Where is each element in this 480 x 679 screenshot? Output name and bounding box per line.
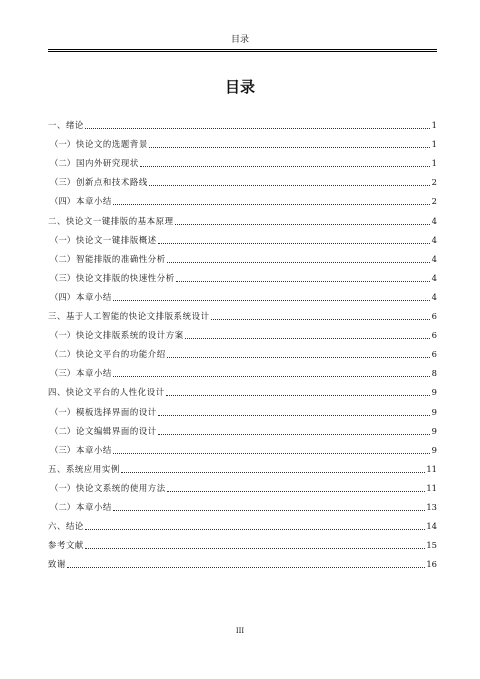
toc-entry-text: 快论文系统的使用方法 bbox=[76, 482, 166, 493]
toc-entry-number: （二） bbox=[50, 349, 76, 360]
toc-entry-page: 6 bbox=[431, 330, 437, 341]
toc-entry-text: 快论文一键排版概述 bbox=[76, 234, 157, 245]
running-header: 目录 bbox=[230, 35, 249, 45]
toc-entry[interactable] bbox=[48, 150, 437, 169]
header-rule bbox=[48, 49, 437, 52]
toc-entry-number: （三） bbox=[50, 368, 76, 379]
dot-leader bbox=[167, 262, 430, 263]
toc-entry-number: （三） bbox=[50, 444, 76, 455]
toc-entry-page: 9 bbox=[431, 406, 437, 417]
toc-entry[interactable] bbox=[48, 112, 437, 131]
toc-entry-label bbox=[48, 292, 112, 303]
toc-entry[interactable] bbox=[48, 532, 437, 551]
toc-entry-page: 11 bbox=[426, 463, 437, 474]
toc-entry-number: （一） bbox=[50, 482, 76, 493]
toc-entry-text: 四、快论文平台的人性化设计 bbox=[48, 387, 165, 398]
toc-entry[interactable] bbox=[48, 207, 437, 226]
dot-leader bbox=[85, 128, 430, 129]
toc-entry-number: （一） bbox=[50, 406, 76, 417]
toc-entry-text: 快论文平台的功能介绍 bbox=[76, 349, 166, 360]
toc-entry-page: 4 bbox=[431, 272, 437, 283]
toc-entry-label bbox=[48, 216, 174, 227]
dot-leader bbox=[149, 147, 430, 148]
toc-entry-text: 致谢 bbox=[48, 559, 66, 570]
toc-list bbox=[48, 112, 437, 570]
toc-entry-page: 13 bbox=[426, 501, 437, 512]
dot-leader bbox=[185, 338, 430, 339]
toc-entry-page: 9 bbox=[431, 444, 437, 455]
toc-entry[interactable] bbox=[48, 456, 437, 475]
toc-entry-number: （三） bbox=[50, 177, 76, 188]
toc-entry[interactable] bbox=[48, 551, 437, 570]
toc-entry-label bbox=[48, 540, 84, 551]
dot-leader bbox=[85, 529, 425, 530]
toc-entry-page: 11 bbox=[426, 482, 437, 493]
toc-entry[interactable] bbox=[48, 341, 437, 360]
toc-entry-label bbox=[48, 483, 166, 494]
toc-entry-number: （二） bbox=[50, 253, 76, 264]
dot-leader bbox=[175, 224, 430, 225]
toc-entry[interactable] bbox=[48, 437, 437, 456]
toc-entry-text: 本章小结 bbox=[76, 196, 112, 207]
toc-entry-text: 二、快论文一键排版的基本原理 bbox=[48, 215, 174, 226]
toc-entry-text: 论文编辑界面的设计 bbox=[76, 425, 157, 436]
toc-entry-page: 2 bbox=[431, 196, 437, 207]
toc-entry-label bbox=[48, 311, 210, 322]
dot-leader bbox=[113, 453, 430, 454]
toc-entry-text: 智能排版的准确性分析 bbox=[76, 253, 166, 264]
toc-entry[interactable] bbox=[48, 379, 437, 398]
toc-entry-text: 国内外研究现状 bbox=[76, 158, 139, 169]
toc-entry-label bbox=[48, 407, 157, 418]
toc-entry[interactable] bbox=[48, 227, 437, 246]
toc-title: 目录 bbox=[224, 78, 255, 96]
toc-entry-page: 4 bbox=[431, 234, 437, 245]
toc-entry-label bbox=[48, 120, 84, 131]
toc-entry-label bbox=[48, 158, 139, 169]
toc-entry-text: 本章小结 bbox=[76, 444, 112, 455]
toc-entry-text: 模板选择界面的设计 bbox=[76, 406, 157, 417]
toc-entry[interactable] bbox=[48, 169, 437, 188]
dot-leader bbox=[140, 166, 430, 167]
toc-entry-text: 快论文排版的快速性分析 bbox=[76, 272, 175, 283]
toc-entry-page: 4 bbox=[431, 291, 437, 302]
toc-entry-page: 15 bbox=[426, 540, 437, 551]
toc-entry[interactable] bbox=[48, 265, 437, 284]
toc-entry-label bbox=[48, 196, 112, 207]
toc-entry[interactable] bbox=[48, 246, 437, 265]
toc-entry-page: 9 bbox=[431, 425, 437, 436]
toc-entry-label bbox=[48, 368, 112, 379]
toc-entry-page: 1 bbox=[431, 139, 437, 150]
dot-leader bbox=[67, 567, 425, 568]
toc-entry-number: （一） bbox=[50, 139, 76, 150]
toc-entry-text: 本章小结 bbox=[76, 291, 112, 302]
toc-entry-text: 本章小结 bbox=[76, 501, 112, 512]
toc-entry-page: 16 bbox=[426, 559, 437, 570]
toc-entry-page: 1 bbox=[431, 120, 437, 131]
toc-entry-label bbox=[48, 254, 166, 265]
toc-entry-label bbox=[48, 521, 84, 532]
toc-entry-text: 三、基于人工智能的快论文排版系统设计 bbox=[48, 311, 210, 322]
toc-entry-label bbox=[48, 349, 166, 360]
dot-leader bbox=[158, 434, 430, 435]
toc-entry-label bbox=[48, 139, 148, 150]
toc-entry-page: 4 bbox=[431, 253, 437, 264]
toc-entry-page: 9 bbox=[431, 387, 437, 398]
toc-entry-label bbox=[48, 464, 120, 475]
toc-entry[interactable] bbox=[48, 398, 437, 417]
dot-leader bbox=[158, 243, 430, 244]
toc-entry-label bbox=[48, 445, 112, 456]
toc-entry-page: 4 bbox=[431, 215, 437, 226]
toc-entry-text: 快论文排版系统的设计方案 bbox=[76, 330, 184, 341]
toc-entry-number: （四） bbox=[50, 291, 76, 302]
toc-entry-page: 2 bbox=[431, 177, 437, 188]
toc-entry[interactable] bbox=[48, 131, 437, 150]
dot-leader bbox=[149, 185, 430, 186]
dot-leader bbox=[121, 472, 426, 473]
dot-leader bbox=[166, 395, 430, 396]
toc-entry-label bbox=[48, 177, 148, 188]
toc-entry-page: 1 bbox=[431, 158, 437, 169]
toc-entry-label bbox=[48, 330, 184, 341]
toc-entry-label bbox=[48, 559, 66, 570]
toc-entry[interactable] bbox=[48, 284, 437, 303]
dot-leader bbox=[113, 510, 425, 511]
dot-leader bbox=[158, 415, 430, 416]
toc-entry-label bbox=[48, 387, 165, 398]
toc-entry-number: （一） bbox=[50, 330, 76, 341]
toc-entry-number: （一） bbox=[50, 234, 76, 245]
toc-entry-text: 创新点和技术路线 bbox=[76, 177, 148, 188]
toc-entry-text: 本章小结 bbox=[76, 368, 112, 379]
toc-entry[interactable] bbox=[48, 322, 437, 341]
toc-entry-text: 六、结论 bbox=[48, 521, 84, 532]
toc-entry-label bbox=[48, 273, 175, 284]
toc-entry[interactable] bbox=[48, 188, 437, 207]
page-number: III bbox=[235, 627, 245, 635]
toc-entry[interactable] bbox=[48, 360, 437, 379]
toc-entry-page: 6 bbox=[431, 311, 437, 322]
toc-entry[interactable] bbox=[48, 418, 437, 437]
toc-entry-text: 参考文献 bbox=[48, 540, 84, 551]
toc-entry-page: 8 bbox=[431, 368, 437, 379]
toc-entry[interactable] bbox=[48, 475, 437, 494]
dot-leader bbox=[113, 204, 430, 205]
dot-leader bbox=[85, 548, 425, 549]
toc-entry[interactable] bbox=[48, 513, 437, 532]
toc-entry-number: （四） bbox=[50, 196, 76, 207]
toc-entry-label bbox=[48, 235, 157, 246]
toc-entry[interactable] bbox=[48, 494, 437, 513]
toc-entry-number: （三） bbox=[50, 272, 76, 283]
toc-entry-number: （二） bbox=[50, 158, 76, 169]
toc-entry-page: 14 bbox=[426, 521, 437, 532]
dot-leader bbox=[176, 281, 430, 282]
dot-leader bbox=[113, 376, 430, 377]
toc-entry-number: （二） bbox=[50, 501, 76, 512]
toc-entry-label bbox=[48, 426, 157, 437]
toc-entry-label bbox=[48, 502, 112, 513]
dot-leader bbox=[113, 300, 430, 301]
toc-entry-text: 五、系统应用实例 bbox=[48, 463, 120, 474]
toc-entry-page: 6 bbox=[431, 349, 437, 360]
toc-entry-number: （二） bbox=[50, 425, 76, 436]
dot-leader bbox=[167, 491, 426, 492]
toc-entry[interactable] bbox=[48, 303, 437, 322]
toc-entry-text: 一、绪论 bbox=[48, 120, 84, 131]
dot-leader bbox=[167, 357, 430, 358]
toc-entry-text: 快论文的选题背景 bbox=[76, 139, 148, 150]
dot-leader bbox=[211, 319, 430, 320]
